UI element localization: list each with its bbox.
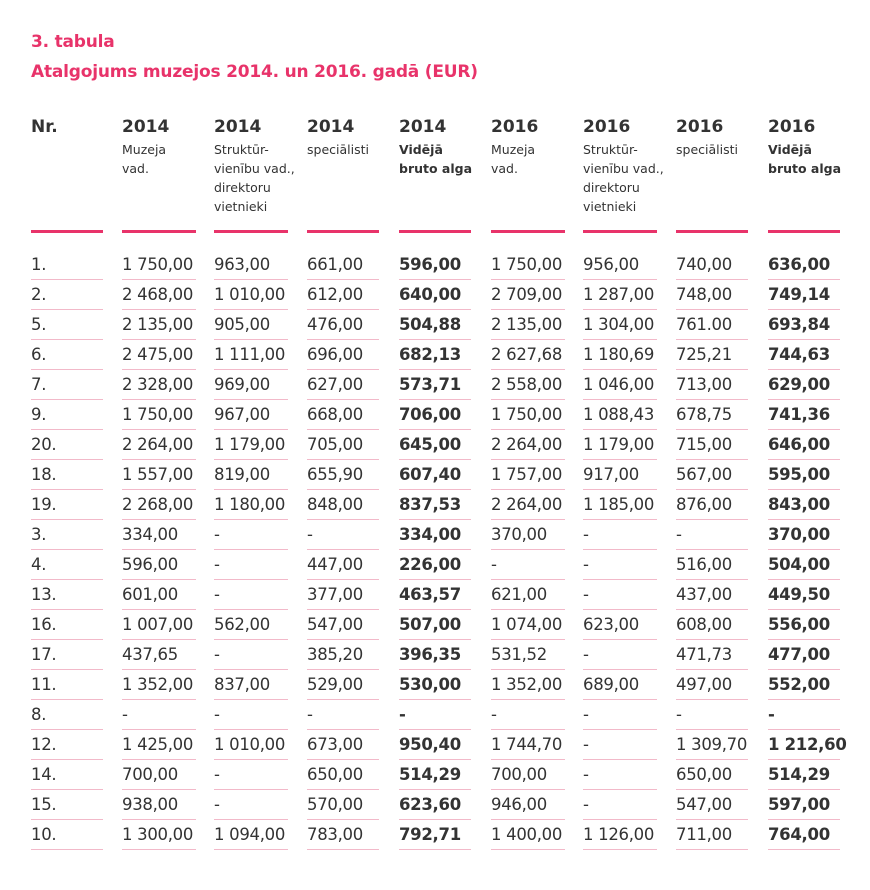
column-header-label: Vidējā bruto alga [399, 142, 473, 176]
table-cell: 377,00 [307, 585, 363, 604]
table-cell: 437,00 [676, 585, 732, 604]
column-header-label: Muzeja vad. [491, 142, 536, 176]
table-cell: 749,14 [768, 285, 830, 304]
row-divider [214, 519, 288, 520]
table-cell: - [399, 705, 406, 724]
table-cell: - [583, 795, 589, 814]
row-divider [676, 849, 748, 850]
table-cell: 837,00 [214, 675, 270, 694]
column-header-year: 2014 [122, 117, 170, 137]
column-header-label: Muzeja vad. [122, 142, 167, 176]
table-cell: 705,00 [307, 435, 363, 454]
row-divider [583, 759, 657, 760]
table-cell: 744,63 [768, 345, 830, 364]
table-cell: 946,00 [491, 795, 547, 814]
table-title: Atalgojums muzejos 2014. un 2016. gadā (EUR) [31, 62, 478, 82]
column-header-label: speciālisti [307, 142, 369, 157]
table-cell: 1 074,00 [491, 615, 563, 634]
row-number: 1. [31, 255, 47, 274]
table-cell: 837,53 [399, 495, 461, 514]
row-number: 4. [31, 555, 47, 574]
table-cell: - [214, 765, 220, 784]
header-divider [399, 230, 471, 233]
table-cell: 938,00 [122, 795, 178, 814]
row-number: 19. [31, 495, 57, 514]
table-cell: - [214, 525, 220, 544]
table-cell: 741,36 [768, 405, 830, 424]
table-cell: 627,00 [307, 375, 363, 394]
row-divider [214, 699, 288, 700]
row-divider [491, 699, 565, 700]
row-divider [399, 699, 471, 700]
table-cell: - [214, 795, 220, 814]
table-cell: 967,00 [214, 405, 270, 424]
table-cell: 1 185,00 [583, 495, 655, 514]
row-number: 6. [31, 345, 47, 364]
table-cell: 2 709,00 [491, 285, 563, 304]
row-number: 3. [31, 525, 47, 544]
table-cell: 2 268,00 [122, 495, 194, 514]
row-divider [676, 699, 748, 700]
table-caption [31, 27, 478, 87]
table-cell: 226,00 [399, 555, 461, 574]
row-number: 2. [31, 285, 47, 304]
table-cell: 516,00 [676, 555, 732, 574]
table-cell: 1 046,00 [583, 375, 655, 394]
row-divider [214, 639, 288, 640]
table-cell: 562,00 [214, 615, 270, 634]
table-cell: 713,00 [676, 375, 732, 394]
table-cell: 1 744,70 [491, 735, 563, 754]
row-divider [583, 579, 657, 580]
row-divider [31, 849, 103, 850]
table-cell: 514,29 [768, 765, 830, 784]
table-cell: - [307, 705, 313, 724]
table-cell: 2 264,00 [491, 435, 563, 454]
row-number: 10. [31, 825, 57, 844]
table-cell: 1 094,00 [214, 825, 286, 844]
table-cell: 2 264,00 [122, 435, 194, 454]
table-cell: 761.00 [676, 315, 732, 334]
header-divider [214, 230, 288, 233]
table-cell: 334,00 [399, 525, 461, 544]
table-cell: 689,00 [583, 675, 639, 694]
table-cell: 471,73 [676, 645, 732, 664]
column-header-label: Struktūr- vienību vad., direktoru vietnieki [583, 142, 664, 214]
table-cell: 396,35 [399, 645, 461, 664]
column-header-year: 2014 [399, 117, 447, 137]
column-header-label: Vidējā bruto alga [768, 142, 842, 176]
table-cell: 711,00 [676, 825, 732, 844]
header-divider [676, 230, 748, 233]
table-cell: 608,00 [676, 615, 732, 634]
table-cell: 1 750,00 [122, 255, 194, 274]
row-divider [583, 789, 657, 790]
table-cell: 1 180,00 [214, 495, 286, 514]
table-cell: 843,00 [768, 495, 830, 514]
table-cell: 1 287,00 [583, 285, 655, 304]
table-cell: 1 300,00 [122, 825, 194, 844]
table-cell: - [214, 645, 220, 664]
row-divider [491, 849, 565, 850]
row-divider [122, 699, 196, 700]
table-cell: 2 558,00 [491, 375, 563, 394]
table-cell: 507,00 [399, 615, 461, 634]
row-number: 12. [31, 735, 57, 754]
table-cell: 2 135,00 [491, 315, 563, 334]
table-cell: - [583, 705, 589, 724]
table-cell: 597,00 [768, 795, 830, 814]
table-cell: 1 757,00 [491, 465, 563, 484]
table-cell: 447,00 [307, 555, 363, 574]
table-cell: 2 468,00 [122, 285, 194, 304]
table-cell: 1 010,00 [214, 735, 286, 754]
table-cell: 547,00 [307, 615, 363, 634]
table-cell: 1 179,00 [583, 435, 655, 454]
row-divider [583, 519, 657, 520]
table-cell: 650,00 [676, 765, 732, 784]
table-cell: - [583, 645, 589, 664]
table-cell: - [491, 705, 497, 724]
row-divider [307, 699, 379, 700]
row-divider [491, 549, 565, 550]
row-number: 11. [31, 675, 57, 694]
row-number: 5. [31, 315, 47, 334]
table-cell: 673,00 [307, 735, 363, 754]
table-cell: 1 010,00 [214, 285, 286, 304]
row-divider [768, 699, 840, 700]
table-cell: 370,00 [491, 525, 547, 544]
table-cell: 725,21 [676, 345, 732, 364]
table-number: 3. tabula [31, 32, 115, 52]
header-divider [583, 230, 657, 233]
table-cell: 917,00 [583, 465, 639, 484]
table-cell: - [676, 705, 682, 724]
table-cell: - [122, 705, 128, 724]
table-cell: 497,00 [676, 675, 732, 694]
table-cell: 514,29 [399, 765, 461, 784]
table-cell: 1 007,00 [122, 615, 194, 634]
header-divider [122, 230, 196, 233]
table-cell: - [768, 705, 775, 724]
row-divider [583, 729, 657, 730]
table-cell: 623,60 [399, 795, 461, 814]
row-number: 20. [31, 435, 57, 454]
column-header-label: Struktūr- vienību vad., direktoru vietnieki [214, 142, 295, 214]
table-cell: - [676, 525, 682, 544]
table-cell: 1 750,00 [122, 405, 194, 424]
row-number: 14. [31, 765, 57, 784]
row-divider [214, 759, 288, 760]
header-divider [307, 230, 379, 233]
table-cell: 607,40 [399, 465, 461, 484]
table-cell: 531,52 [491, 645, 547, 664]
table-cell: 783,00 [307, 825, 363, 844]
row-divider [214, 549, 288, 550]
row-divider [399, 849, 471, 850]
row-divider [768, 849, 840, 850]
table-cell: 596,00 [399, 255, 461, 274]
table-cell: 1 352,00 [122, 675, 194, 694]
table-cell: 1 352,00 [491, 675, 563, 694]
table-cell: 477,00 [768, 645, 830, 664]
table-cell: 646,00 [768, 435, 830, 454]
row-divider [307, 519, 379, 520]
row-divider [122, 849, 196, 850]
table-cell: 547,00 [676, 795, 732, 814]
table-cell: 1 750,00 [491, 255, 563, 274]
row-number: 16. [31, 615, 57, 634]
table-cell: 740,00 [676, 255, 732, 274]
table-cell: 2 328,00 [122, 375, 194, 394]
table-cell: 876,00 [676, 495, 732, 514]
row-number: 17. [31, 645, 57, 664]
table-cell: 682,13 [399, 345, 461, 364]
table-cell: 476,00 [307, 315, 363, 334]
table-cell: 1 557,00 [122, 465, 194, 484]
table-cell: 1 309,70 [676, 735, 748, 754]
table-cell: 1 180,69 [583, 345, 655, 364]
table-cell: 696,00 [307, 345, 363, 364]
table-cell: 706,00 [399, 405, 461, 424]
table-cell: 530,00 [399, 675, 461, 694]
table-cell: 449,50 [768, 585, 830, 604]
row-divider [214, 579, 288, 580]
row-divider [583, 639, 657, 640]
table-cell: - [214, 555, 220, 574]
table-cell: 529,00 [307, 675, 363, 694]
row-divider [676, 519, 748, 520]
table-cell: 370,00 [768, 525, 830, 544]
table-cell: 567,00 [676, 465, 732, 484]
table-cell: 640,00 [399, 285, 461, 304]
table-cell: 556,00 [768, 615, 830, 634]
header-divider [491, 230, 565, 233]
column-header-year: 2014 [307, 117, 355, 137]
table-cell: 623,00 [583, 615, 639, 634]
table-cell: 570,00 [307, 795, 363, 814]
table-cell: 504,88 [399, 315, 461, 334]
table-cell: 819,00 [214, 465, 270, 484]
table-cell: 504,00 [768, 555, 830, 574]
table-cell: 700,00 [122, 765, 178, 784]
table-cell: - [307, 525, 313, 544]
table-cell: 748,00 [676, 285, 732, 304]
row-number: 8. [31, 705, 47, 724]
column-header-label: speciālisti [676, 142, 738, 157]
table-cell: 1 400,00 [491, 825, 563, 844]
row-divider [583, 549, 657, 550]
row-number: 13. [31, 585, 57, 604]
table-cell: 2 264,00 [491, 495, 563, 514]
table-cell: - [583, 585, 589, 604]
table-cell: 655,90 [307, 465, 363, 484]
table-cell: 700,00 [491, 765, 547, 784]
table-cell: 905,00 [214, 315, 270, 334]
table-cell: 963,00 [214, 255, 270, 274]
table-cell: 650,00 [307, 765, 363, 784]
row-divider [583, 699, 657, 700]
table-cell: 848,00 [307, 495, 363, 514]
table-cell: 621,00 [491, 585, 547, 604]
table-cell: 385,20 [307, 645, 363, 664]
table-cell: 334,00 [122, 525, 178, 544]
table-cell: - [583, 765, 589, 784]
column-header-year: 2016 [583, 117, 631, 137]
table-cell: 2 475,00 [122, 345, 194, 364]
table-cell: 636,00 [768, 255, 830, 274]
table-cell: 956,00 [583, 255, 639, 274]
table-cell: 668,00 [307, 405, 363, 424]
table-cell: 463,57 [399, 585, 461, 604]
table-cell: - [214, 705, 220, 724]
row-divider [583, 849, 657, 850]
table-cell: 552,00 [768, 675, 830, 694]
table-cell: 950,40 [399, 735, 461, 754]
table-cell: 1 425,00 [122, 735, 194, 754]
table-cell: 629,00 [768, 375, 830, 394]
table-cell: 645,00 [399, 435, 461, 454]
table-cell: 1 111,00 [214, 345, 286, 364]
row-divider [214, 849, 288, 850]
table-cell: 693,84 [768, 315, 830, 334]
table-cell: 792,71 [399, 825, 461, 844]
table-cell: 2 135,00 [122, 315, 194, 334]
row-number: 9. [31, 405, 47, 424]
header-divider [31, 230, 103, 233]
table-cell: - [214, 585, 220, 604]
table-cell: 437,65 [122, 645, 178, 664]
table-cell: - [491, 555, 497, 574]
table-cell: 601,00 [122, 585, 178, 604]
table-cell: - [583, 525, 589, 544]
column-header-year: 2016 [768, 117, 816, 137]
table-cell: 612,00 [307, 285, 363, 304]
row-divider [214, 789, 288, 790]
table-cell: 596,00 [122, 555, 178, 574]
table-cell: 1 304,00 [583, 315, 655, 334]
table-cell: 678,75 [676, 405, 732, 424]
table-cell: 1 179,00 [214, 435, 286, 454]
row-divider [307, 849, 379, 850]
row-number: 18. [31, 465, 57, 484]
column-header-year: 2016 [676, 117, 724, 137]
table-cell: 1 126,00 [583, 825, 655, 844]
table-cell: 661,00 [307, 255, 363, 274]
table-cell: 969,00 [214, 375, 270, 394]
column-header-year: 2014 [214, 117, 262, 137]
table-cell: - [583, 555, 589, 574]
table-cell: 1 750,00 [491, 405, 563, 424]
row-number: 15. [31, 795, 57, 814]
table-cell: 573,71 [399, 375, 461, 394]
table-cell: 715,00 [676, 435, 732, 454]
table-cell: 764,00 [768, 825, 830, 844]
table-cell: 595,00 [768, 465, 830, 484]
table-cell: 2 627,68 [491, 345, 563, 364]
column-header-year: 2016 [491, 117, 539, 137]
table-cell: 1 088,43 [583, 405, 655, 424]
table-cell: 1 212,60 [768, 735, 847, 754]
header-divider [768, 230, 840, 233]
table-cell: - [583, 735, 589, 754]
column-header-year: Nr. [31, 117, 58, 137]
row-number: 7. [31, 375, 47, 394]
